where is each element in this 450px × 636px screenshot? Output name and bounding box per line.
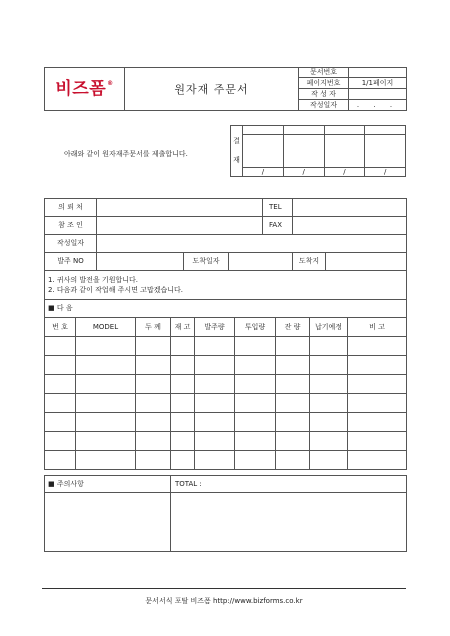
- fax-field[interactable]: [293, 217, 407, 235]
- arrival-date-label: 도착일자: [184, 253, 229, 271]
- items-table: [44, 270, 407, 470]
- col-header-no: 번 호: [45, 318, 76, 337]
- approval-date-2[interactable]: /: [283, 168, 324, 177]
- total-field[interactable]: [171, 493, 407, 552]
- approval-title-2[interactable]: [283, 126, 324, 135]
- meta-label-page-no: 페이지번호: [299, 78, 349, 89]
- caution-label: ■ 주의사항: [45, 476, 171, 493]
- arrival-date-field[interactable]: [229, 253, 293, 271]
- author-date-field[interactable]: [97, 235, 407, 253]
- approval-title-1[interactable]: [243, 126, 284, 135]
- col-header-model: MODEL: [76, 318, 136, 337]
- col-header-input-qty: 투입량: [235, 318, 276, 337]
- registered-mark: ®: [107, 79, 114, 87]
- arrival-place-field[interactable]: [326, 253, 407, 271]
- requester-label: 의 뢰 처: [45, 199, 97, 217]
- meta-value-author[interactable]: [349, 89, 407, 100]
- meta-value-doc-no[interactable]: [349, 68, 407, 78]
- approval-title-3[interactable]: [324, 126, 365, 135]
- reference-field[interactable]: [97, 217, 263, 235]
- logo-text: 비즈폼: [55, 78, 107, 99]
- footer-rule: [42, 588, 406, 589]
- fax-label: FAX: [263, 217, 293, 235]
- approval-title-4[interactable]: [365, 126, 406, 135]
- order-no-label: 발주 NO: [45, 253, 97, 271]
- arrival-place-label: 도착지: [293, 253, 326, 271]
- reference-label: 참 조 인: [45, 217, 97, 235]
- meta-value-date[interactable]: . . .: [349, 100, 407, 111]
- caution-table: [44, 475, 407, 552]
- approval-char-1: 결: [233, 137, 240, 145]
- col-header-stock: 재 고: [171, 318, 195, 337]
- tel-label: TEL: [263, 199, 293, 217]
- footer-text[interactable]: 문서서식 포탈 비즈폼 http://www.bizforms.co.kr: [145, 597, 303, 605]
- table-row[interactable]: [45, 356, 407, 375]
- col-header-order-qty: 발주량: [195, 318, 235, 337]
- logo-cell: [45, 68, 125, 111]
- section-label: ■ 다 음: [45, 300, 407, 318]
- page-title: 원자재 주문서: [125, 68, 299, 111]
- total-label: TOTAL :: [171, 476, 407, 493]
- table-row[interactable]: [45, 451, 407, 470]
- author-date-label: 작성일자: [45, 235, 97, 253]
- items-header-row: [45, 318, 407, 337]
- col-header-remaining: 잔 량: [276, 318, 310, 337]
- meta-label-author: 작 성 자: [299, 89, 349, 100]
- logo: [55, 79, 113, 99]
- approval-char-2: 재: [233, 156, 240, 164]
- approval-table: [230, 125, 406, 177]
- meta-value-page-no: 1/1페이지: [349, 78, 407, 89]
- table-row[interactable]: [45, 394, 407, 413]
- note-line-2: 2. 다음과 같이 작업해 주시면 고맙겠습니다.: [48, 285, 183, 294]
- approval-sign-3[interactable]: [324, 135, 365, 168]
- header-table: [44, 67, 407, 111]
- table-row[interactable]: [45, 432, 407, 451]
- caution-field[interactable]: [45, 493, 171, 552]
- approval-date-3[interactable]: /: [324, 168, 365, 177]
- order-no-field[interactable]: [97, 253, 184, 271]
- table-row[interactable]: [45, 375, 407, 394]
- submission-message: 아래와 같이 원자재주문서를 제출합니다.: [64, 150, 188, 158]
- col-header-remarks: 비 고: [348, 318, 407, 337]
- approval-sign-1[interactable]: [243, 135, 284, 168]
- approval-date-1[interactable]: /: [243, 168, 284, 177]
- tel-field[interactable]: [293, 199, 407, 217]
- col-header-due: 납기예정: [310, 318, 348, 337]
- approval-sign-2[interactable]: [283, 135, 324, 168]
- note-line-1: 1. 귀사의 발전을 기원합니다.: [48, 275, 138, 284]
- notes-cell: [45, 271, 407, 300]
- approval-side-label: [231, 126, 243, 177]
- info-table: [44, 198, 407, 271]
- col-header-thickness: 두 께: [136, 318, 171, 337]
- meta-label-doc-no: 문서번호: [299, 68, 349, 78]
- table-row[interactable]: [45, 337, 407, 356]
- meta-label-date: 작성일자: [299, 100, 349, 111]
- approval-sign-4[interactable]: [365, 135, 406, 168]
- requester-field[interactable]: [97, 199, 263, 217]
- table-row[interactable]: [45, 413, 407, 432]
- approval-date-4[interactable]: /: [365, 168, 406, 177]
